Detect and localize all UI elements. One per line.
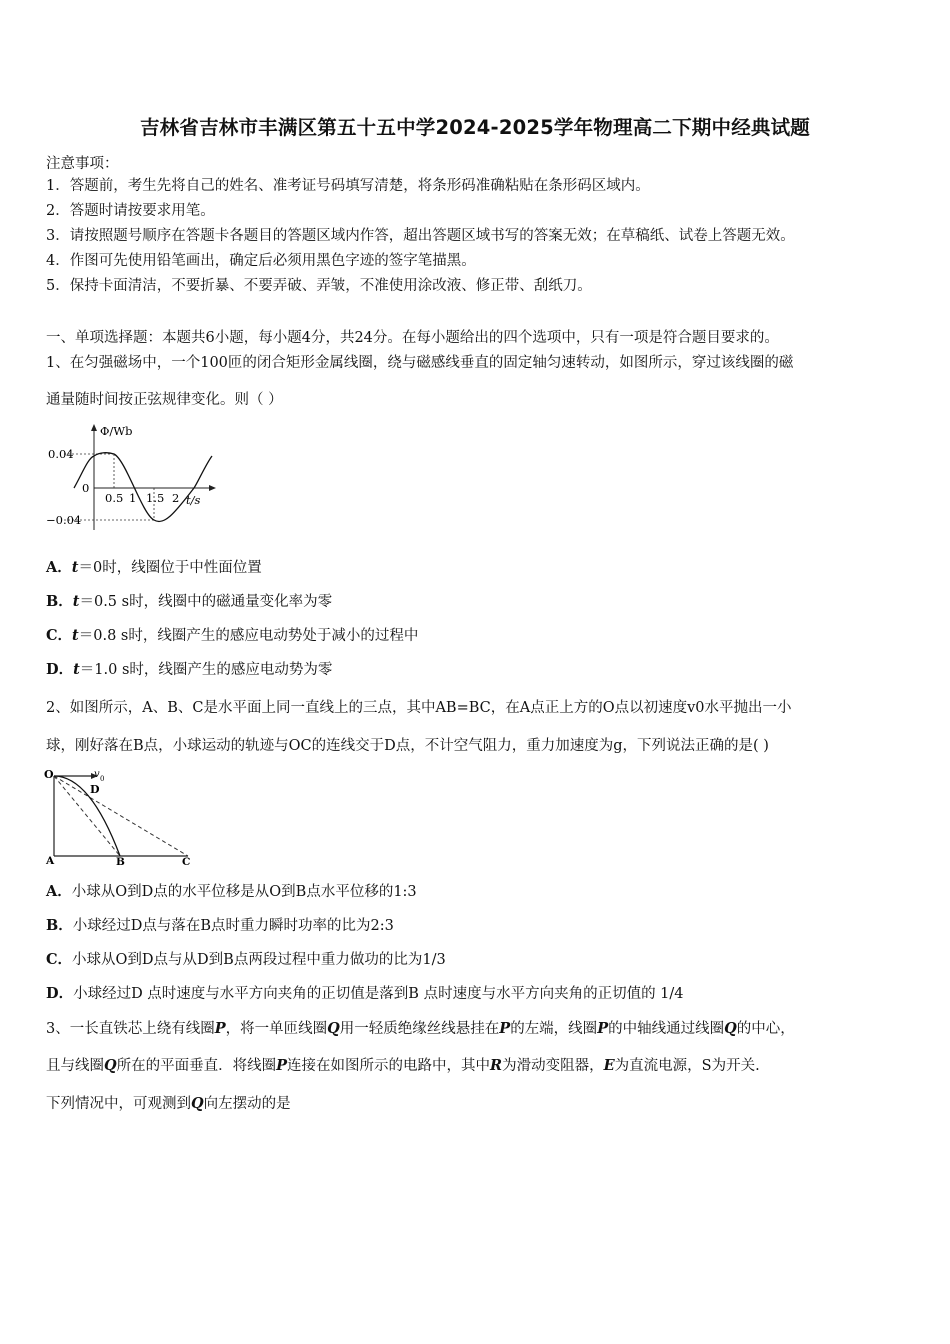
q2-option-d[interactable]: D．小球经过D 点时速度与水平方向夹角的正切值是落到B 点时速度与水平方向夹角的正切值的 1/4: [46, 985, 684, 1002]
graph-tick: 1: [129, 491, 137, 505]
graph-y-zero: 0: [82, 481, 90, 495]
page-title: 吉林省吉林市丰满区第五十五中学2024-2025学年物理高二下期中经典试题: [139, 116, 811, 139]
graph-y-label: Φ/Wb: [100, 424, 133, 438]
graph-tick: 2: [172, 491, 180, 505]
q1-option-b[interactable]: B．t＝0.5 s时，线圈中的磁通量变化率为零: [46, 593, 333, 610]
q2-projectile-figure: [42, 766, 200, 868]
v0-subscript: 0: [100, 775, 105, 783]
v0-label: v: [94, 769, 100, 780]
q2-option-c[interactable]: C．小球从O到D点与从D到B点两段过程中重力做功的比为1/3: [46, 951, 446, 968]
graph-y-bottom: −0.04: [46, 513, 82, 527]
point-d-label: D: [90, 783, 100, 796]
notes-heading: 注意事项：: [46, 156, 119, 172]
point-a-label: A: [46, 855, 55, 867]
graph-x-label: t/s: [186, 493, 201, 507]
point-o-label: O: [44, 768, 54, 781]
q2-stem-line2: 球，刚好落在B点，小球运动的轨迹与OC的连线交于D点，不计空气阻力，重力加速度为g，下列说法正确的是( ): [46, 738, 769, 754]
q2-option-a[interactable]: A．小球从O到D点的水平位移是从O到B点水平位移的1:3: [46, 883, 417, 900]
note-item: 4．作图可先使用铅笔画出，确定后必须用黑色字迹的签字笔描黑。: [46, 253, 476, 269]
note-item: 3．请按照题号顺序在答题卡各题目的答题区域内作答，超出答题区域书写的答案无效；在草稿纸、试卷上答题无效。: [46, 228, 795, 244]
section-heading: 一、单项选择题：本题共6小题，每小题4分，共24分。在每小题给出的四个选项中，只有一项是符合题目要求的。: [46, 330, 779, 346]
q3-stem-line1: 3、一长直铁芯上绕有线圈P，将一单匝线圈Q用一轻质绝缘丝线悬挂在P的左端，线圈P的中轴线通过线圈Q的中心，: [46, 1020, 795, 1037]
graph-tick: 0.5: [105, 491, 124, 505]
note-item: 1．答题前，考生先将自己的姓名、准考证号码填写清楚，将条形码准确粘贴在条形码区域内。: [46, 178, 650, 194]
q1-flux-graph: [46, 422, 226, 534]
q1-option-a[interactable]: A．t＝0时，线圈位于中性面位置: [46, 559, 262, 576]
q2-stem-line1: 2、如图所示，A、B、C是水平面上同一直线上的三点，其中AB=BC，在A点正上方的O点以初速度v0水平抛出一小: [46, 700, 792, 716]
note-item: 2．答题时请按要求用笔。: [46, 203, 215, 219]
graph-tick: 1.5: [146, 491, 165, 505]
note-item: 5．保持卡面清洁，不要折暴、不要弄破、弄皱，不准使用涂改液、修正带、刮纸刀。: [46, 278, 592, 294]
q3-stem-line2: 且与线圈Q所在的平面垂直．将线圈P连接在如图所示的电路中，其中R为滑动变阻器，E为直流电源，S为开关.: [46, 1057, 760, 1074]
q2-option-b[interactable]: B．小球经过D点与落在B点时重力瞬时功率的比为2:3: [46, 917, 394, 934]
q1-stem-line1: 1、在匀强磁场中，一个100匝的闭合矩形金属线圈，绕与磁感线垂直的固定轴匀速转动，如图所示，穿过该线圈的磁: [46, 355, 794, 371]
graph-y-top: 0.04: [48, 447, 74, 461]
q1-stem-line2: 通量随时间按正弦规律变化。则（ ）: [46, 392, 283, 408]
point-b-label: B: [116, 856, 125, 868]
q1-option-c[interactable]: C．t＝0.8 s时，线圈产生的感应电动势处于减小的过程中: [46, 627, 419, 644]
q1-option-d[interactable]: D．t＝1.0 s时，线圈产生的感应电动势为零: [46, 661, 333, 678]
q3-stem-line3: 下列情况中，可观测到Q向左摆动的是: [46, 1095, 291, 1112]
point-c-label: C: [182, 856, 191, 868]
